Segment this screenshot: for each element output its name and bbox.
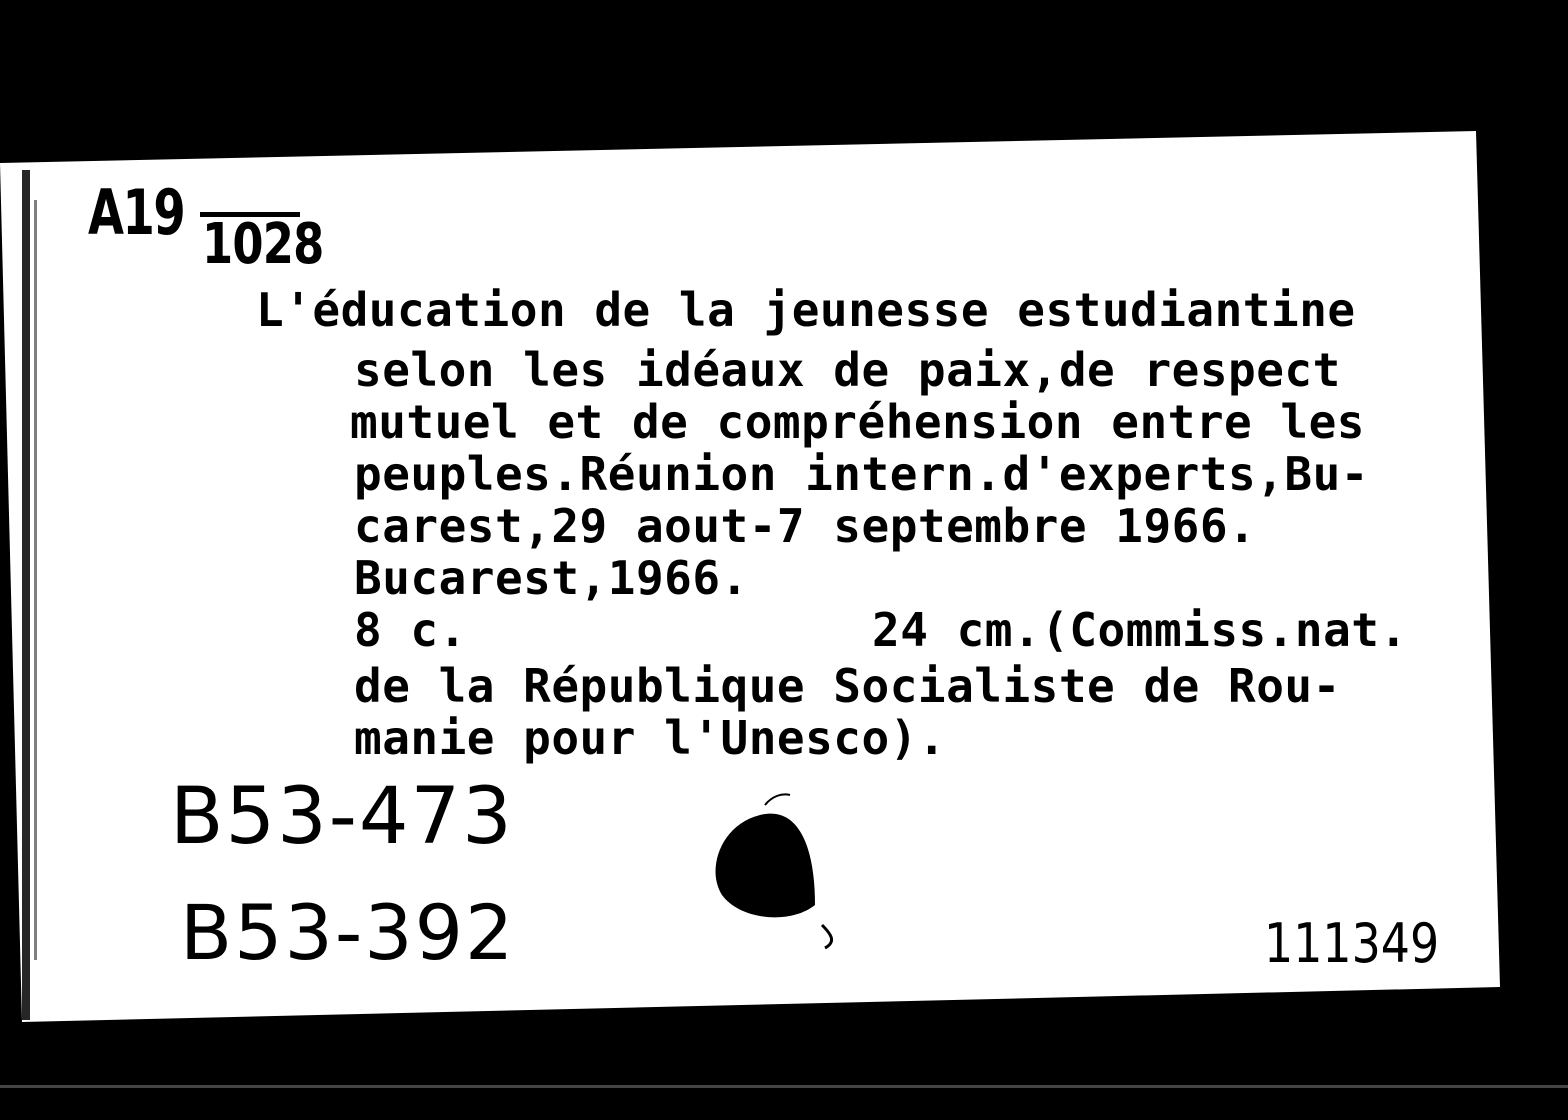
- collation-series: 24 cm.(Commiss.nat.: [872, 603, 1408, 657]
- title-line-4: peuples.Réunion intern.d'experts,Bu-: [354, 447, 1369, 501]
- series-line-1: de la République Socialiste de Rou-: [354, 659, 1341, 713]
- series-line-2: manie pour l'Unesco).: [354, 711, 947, 765]
- call-number: 1028: [202, 212, 324, 277]
- collation-pages: 8 c.: [354, 603, 467, 657]
- title-line-2: selon les idéaux de paix,de respect: [354, 343, 1341, 397]
- reference-number-1: B53-473: [170, 772, 514, 862]
- reference-number-2: B53-392: [180, 888, 516, 977]
- accession-number: 111349: [1264, 912, 1440, 975]
- title-line-6: Bucarest,1966.: [354, 551, 749, 605]
- title-line-3: mutuel et de compréhension entre les: [350, 395, 1365, 449]
- title-line-5: carest,29 aout-7 septembre 1966.: [354, 499, 1257, 553]
- title-line-1: L'éducation de la jeunesse estudiantine: [256, 283, 1356, 337]
- call-mark: A19: [88, 176, 185, 249]
